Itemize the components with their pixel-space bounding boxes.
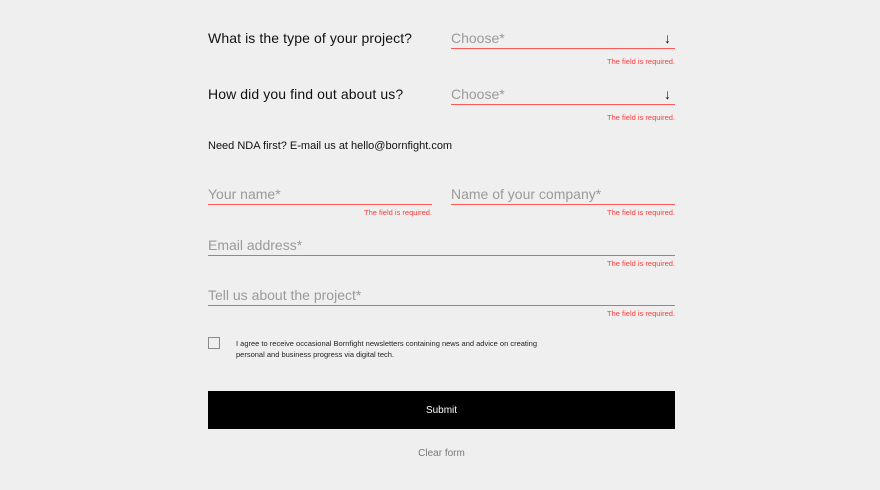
submit-button[interactable]: Submit bbox=[208, 391, 675, 429]
project-type-label: What is the type of your project? bbox=[208, 30, 413, 46]
source-label: How did you find out about us? bbox=[208, 86, 404, 102]
project-type-row bbox=[208, 0, 675, 66]
clear-form-link[interactable]: Clear form bbox=[418, 448, 465, 459]
arrow-down-icon: ↓ bbox=[664, 30, 671, 46]
name-error: The field is required. bbox=[364, 208, 432, 217]
nda-note: Need NDA first? E-mail us at hello@bornfight.com bbox=[208, 140, 453, 152]
company-error: The field is required. bbox=[607, 208, 675, 217]
project-type-placeholder: Choose* bbox=[451, 30, 505, 46]
name-field[interactable] bbox=[208, 184, 432, 205]
source-select[interactable] bbox=[451, 84, 675, 105]
project-error: The field is required. bbox=[607, 309, 675, 318]
source-error: The field is required. bbox=[607, 113, 675, 122]
company-placeholder: Name of your company* bbox=[451, 186, 602, 202]
project-type-error: The field is required. bbox=[607, 57, 675, 66]
project-placeholder: Tell us about the project* bbox=[208, 287, 362, 303]
source-placeholder: Choose* bbox=[451, 86, 505, 102]
source-row bbox=[208, 56, 675, 122]
newsletter-consent-text: I agree to receive occasional Bornfight newsletters containing news and advice on creating personal and business progress via digital tech. bbox=[236, 339, 538, 359]
contact-form bbox=[208, 0, 675, 490]
newsletter-checkbox[interactable] bbox=[208, 337, 220, 349]
email-field[interactable] bbox=[208, 235, 675, 256]
email-placeholder: Email address* bbox=[208, 237, 303, 253]
email-error: The field is required. bbox=[607, 259, 675, 268]
name-placeholder: Your name* bbox=[208, 186, 281, 202]
project-type-select[interactable] bbox=[451, 28, 675, 49]
project-field[interactable] bbox=[208, 285, 675, 306]
company-field[interactable] bbox=[451, 184, 675, 205]
arrow-down-icon: ↓ bbox=[664, 86, 671, 102]
